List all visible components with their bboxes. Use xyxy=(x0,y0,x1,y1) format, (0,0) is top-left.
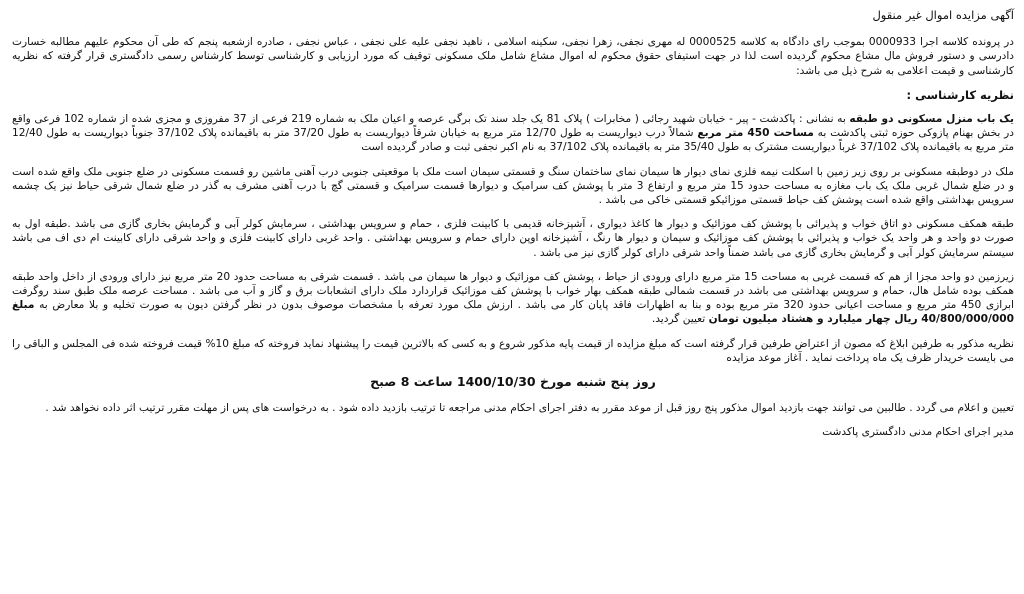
auction-terms-paragraph: نظریه مذکور به طرفین ابلاغ که مصون از اعتراض طرفین قرار گرفته است که مبلغ مزایده از قیمت پایه مذکور شروع و به کسی که بالاترین قیمت را پیشنهاد نماید فروخته که مبلغ 10% قیمت فروخته شده فی المجلس و الباقی را می بایست خریدار ظرف یک ماه پرداخت نماید . آغاز موعد مزایده xyxy=(12,337,1015,364)
property-boundaries-text: شمالاً درب دیواریست به طول 12/70 متر مربع به خیابان شرقاً دیواریست به طول 37/20 متر به باقیمانده پلاک 37/102 جنوباً دیواریست به طول 12/40 متر مربع به باقیمانده پلاک 37/102 غرباً دیواریست مشترک به طول 35/40 متر به باقیمانده پلاک 37/102 به نام اکبر نجفی ثبت و صادر گردیده است xyxy=(12,127,1014,154)
price-suffix-text: تعیین گردید. xyxy=(651,313,709,326)
building-structure-paragraph: ملک در دوطبقه مسکونی بر روی زیر زمین با اسکلت نیمه فلزی نمای دیوار ها سیمان نمای ساختمان سنگ و قسمتی سیمان است ملک با موقعیتی جنوبی درب آهنی ماشین رو قسمت مسکونی در ضلع جنوبی ملک واقع شده است و در ضلع شمال غربی ملک یک باب مغازه به مساحت حدود 15 متر مربع و ارتفاع 3 متر با پوشش کف سرامیک و دیوارها قسمت سرامیک و قسمتی گچ با درب آهنی مشرف به گذر در ضلع شمال شرقی حیاط نیز یک چشمه سرویس بهداشتی واقع شده است پوشش کف حیاط قسمتی موزائیکو قسمتی خاکی می باشد . xyxy=(12,165,1015,207)
expert-opinion-heading: نظریه کارشناسی : xyxy=(906,87,1014,102)
appraised-price: مبلغ 40/800/000/000 ریال چهار میلیارد و هشتاد میلیون تومان xyxy=(12,299,1014,326)
basement-valuation-paragraph xyxy=(12,270,1014,327)
visit-instructions-paragraph: تعیین و اعلام می گردد . طالبین می توانند جهت بازدید اموال مذکور پنج روز قبل از موعد مقرر به دفتر اجرای احکام مدنی مراجعه تا ترتیب بازدید داده شود . به درخواست های پس از مهلت مقرر ترتیب اثر داده نخواهد شد . xyxy=(45,402,1014,415)
floors-description-paragraph: طبقه همکف مسکونی دو اتاق خواب و پذیرائی با پوشش کف موزائیک و دیوار ها کاغذ دیواری ، آشپزخانه قدیمی با کابینت فلزی ، حمام و سرویس بهداشتی ، سرمایش کولر آبی و گرمایش بخاری گازی می باشد .طبقه اول به صورت دو واحد و هر واحد یک خواب و پذیرائی با پوشش کف موزائیک و سیمان و دیوار ها رنگ ، آشپزخانه اوپن دارای حمام و سرویس بهداشتی . واحد غربی دارای کابینت فلزی و واحد شرقی دارای کابینت ام دی اف می باشد سیستم سرمایش کولر آبی و گرمایش بخاری گازی می باشد ضمناً واحد شرقی دارای کولر گازی نیز می باشد . xyxy=(12,218,1014,259)
property-address-text: به نشانی : پاکدشت - پیر - خیابان شهید رجائی ( مخابرات ) پلاک 81 یک جلد سند تک برگی عرصه و اعیان ملک به شماره 219 فرعی از 37 مفروزی و مجزی شده از شماره 102 فرعی واقع در بخش بهنام پازوکی حوزه ثبتی پاکدشت به xyxy=(12,113,1014,140)
auction-date: روز پنج شنبه مورخ 1400/10/30 ساعت 8 صبح xyxy=(370,374,656,390)
intro-paragraph: در پرونده کلاسه اجرا 0000933 بموجب رای دادگاه به کلاسه 0000525 له مهری نجفی، زهرا نجفی، سکینه اسلامی ، ناهید نجفی علیه علی نجفی ، عباس نجفی ، صادره ازشعبه پنجم که طی آن محکوم علیهم مطالبه خسارت دادرسی و دستور فروش مال مشاع محکوم گردیده است لذا در جهت استیفای حقوق محکوم له اموال مشاع شامل ملک مسکونی توقیف که مورد ارزیابی و کارشناسی توسط کارشناس رسمی دادگستری قرار گرفته که نظریه کارشناسی و قیمت اعلامی به شرح ذیل می باشد: xyxy=(12,36,1014,77)
notice-title: آگهی مزایده اموال غیر منقول xyxy=(872,8,1014,22)
basement-text: زیرزمین دو واحد مجزا از هم که قسمت غربی به مساحت 15 متر مربع دارای ورودی از حیاط ، پوشش کف موزائیک و دیوار ها سیمان می باشد . قسمت شرقی به مساحت حدود 20 متر مربع نیز دارای ورودی از داخل واحد طبقه همکف بوده شامل هال، حمام و سرویس بهداشتی می باشد در قسمت شمالی طبقه همکف بهار خواب با پوشش کف موزائیک قراردارد ملک دارای انشعابات برق و گاز و آب می باشد . مساحت عرصه ملک طبق سند روگرفت ابرازی 450 متر مربع و مساحت اعیانی حدود 320 متر مربع بوده و بنا به اظهارات فاقد پایان کار می باشد . ارزش ملک مورد تعرفه با مشخصات موصوف بدون در نظر گرفتن دیون به صورت تخلیه و بلا معارض به xyxy=(12,270,1014,312)
property-type: یک باب منزل مسکونی دو طبقه xyxy=(849,113,1014,126)
property-area: مساحت 450 متر مربع xyxy=(697,127,814,140)
signature-line: مدیر اجرای احکام مدنی دادگستری پاکدشت xyxy=(822,426,1014,439)
property-description-paragraph xyxy=(12,112,1014,155)
